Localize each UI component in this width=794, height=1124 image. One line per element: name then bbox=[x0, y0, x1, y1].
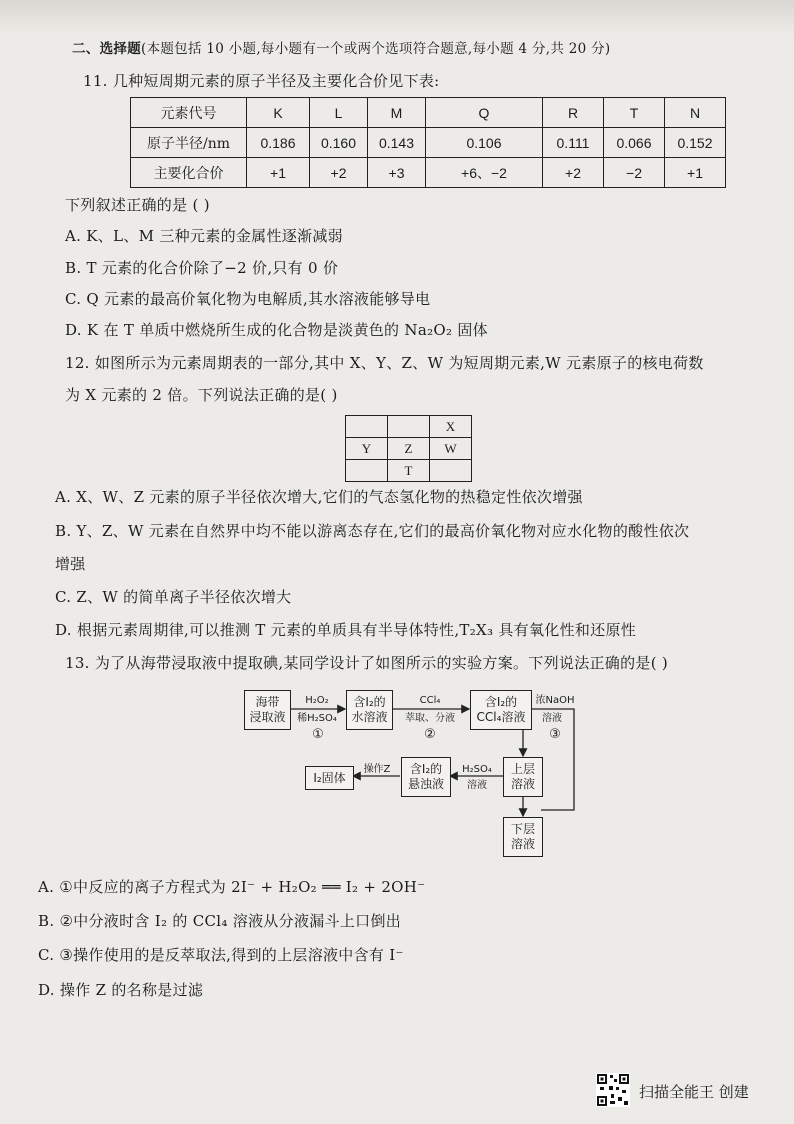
q11-option-a: A. K、L、M 三种元素的金属性逐渐减弱 bbox=[65, 227, 343, 245]
flow-box-iodine-ccl4: 含I₂的 CCl₄溶液 bbox=[470, 690, 532, 730]
q12-stem-line1: 12. 如图所示为元素周期表的一部分,其中 X、Y、Z、W 为短周期元素,W 元素原子的核电荷数 bbox=[65, 354, 704, 372]
table-cell: K bbox=[247, 98, 310, 128]
table-cell: 0.111 bbox=[543, 128, 604, 158]
q11-option-b: B. T 元素的化合价除了−2 价,只有 0 价 bbox=[65, 259, 339, 277]
label-h2o2: H₂O₂ bbox=[305, 695, 329, 706]
table-cell: +6、−2 bbox=[426, 158, 543, 188]
grid-cell: T bbox=[388, 460, 430, 482]
table-cell: Q bbox=[426, 98, 543, 128]
q12-option-a: A. X、W、Z 元素的原子半径依次增大,它们的气态氢化物的热稳定性依次增强 bbox=[55, 488, 583, 506]
flow-box-iodine-solid: I₂固体 bbox=[305, 766, 354, 790]
grid-cell: Z bbox=[388, 438, 430, 460]
grid-cell: Y bbox=[346, 438, 388, 460]
label-solution: 溶液 bbox=[542, 713, 562, 724]
table-cell: +1 bbox=[665, 158, 726, 188]
flow-box-lower-layer: 下层 溶液 bbox=[503, 817, 543, 857]
q12-option-c: C. Z、W 的简单离子半径依次增大 bbox=[55, 588, 292, 606]
label-extract-separate: 萃取、分液 bbox=[405, 713, 455, 724]
table-cell: 0.186 bbox=[247, 128, 310, 158]
table-cell: 0.160 bbox=[310, 128, 368, 158]
q11-prompt: 下列叙述正确的是 ( ) bbox=[65, 196, 210, 214]
table-cell: −2 bbox=[604, 158, 665, 188]
table-cell: +3 bbox=[368, 158, 426, 188]
q12-stem-line2: 为 X 元素的 2 倍。下列说法正确的是( ) bbox=[65, 386, 338, 404]
label-h2so4: H₂SO₄ bbox=[462, 764, 492, 775]
q13-stem: 13. 为了从海带浸取液中提取碘,某同学设计了如图所示的实验方案。下列说法正确的是( ) bbox=[65, 654, 669, 672]
table-cell: L bbox=[310, 98, 368, 128]
grid-cell: X bbox=[430, 416, 472, 438]
table-cell: 元素代号 bbox=[131, 98, 247, 128]
table-cell: +2 bbox=[310, 158, 368, 188]
flow-box-upper-layer: 上层 溶液 bbox=[503, 757, 543, 797]
table-cell: R bbox=[543, 98, 604, 128]
q11-option-c: C. Q 元素的最高价氧化物为电解质,其水溶液能够导电 bbox=[65, 290, 431, 308]
table-cell: T bbox=[604, 98, 665, 128]
label-dilute-h2so4: 稀H₂SO₄ bbox=[297, 713, 337, 724]
label-acid-solution: 溶液 bbox=[467, 780, 487, 791]
q13-option-d: D. 操作 Z 的名称是过滤 bbox=[38, 981, 204, 999]
flow-box-iodine-suspension: 含I₂的 悬浊液 bbox=[401, 757, 451, 797]
q13-option-a: A. ①中反应的离子方程式为 2I⁻ + H₂O₂ ══ I₂ + 2OH⁻ bbox=[38, 878, 426, 896]
label-conc-naoh: 浓NaOH bbox=[535, 695, 575, 706]
section-subtitle: (本题包括 10 小题,每小题有一个或两个选项符合题意,每小题 4 分,共 20 分) bbox=[141, 41, 611, 57]
table-cell: +2 bbox=[543, 158, 604, 188]
label-ccl4: CCl₄ bbox=[419, 695, 441, 706]
grid-cell: W bbox=[430, 438, 472, 460]
table-cell: +1 bbox=[247, 158, 310, 188]
label-operation-z: 操作Z bbox=[363, 764, 391, 775]
label-step3-num: ③ bbox=[549, 727, 561, 742]
section-title: 二、选择题 bbox=[72, 41, 141, 57]
table-cell: M bbox=[368, 98, 426, 128]
table-cell: 0.066 bbox=[604, 128, 665, 158]
q12-option-b: B. Y、Z、W 元素在自然界中均不能以游离态存在,它们的最高价氧化物对应水化物的酸性依次 bbox=[55, 522, 690, 540]
flow-box-iodine-aqueous: 含I₂的 水溶液 bbox=[346, 690, 393, 730]
q12-option-b-cont: 增强 bbox=[55, 555, 86, 573]
table-cell: 0.106 bbox=[426, 128, 543, 158]
table-cell: 0.143 bbox=[368, 128, 426, 158]
q11-stem: 11. 几种短周期元素的原子半径及主要化合价见下表: bbox=[83, 72, 440, 90]
label-step1-num: ① bbox=[312, 727, 324, 742]
table-cell: 主要化合价 bbox=[131, 158, 247, 188]
flow-box-kelp-extract: 海带 浸取液 bbox=[244, 690, 291, 730]
q11-option-d: D. K 在 T 单质中燃烧所生成的化合物是淡黄色的 Na₂O₂ 固体 bbox=[65, 321, 488, 339]
label-step2-num: ② bbox=[424, 727, 436, 742]
q13-option-b: B. ②中分液时含 I₂ 的 CCl₄ 溶液从分液漏斗上口倒出 bbox=[38, 912, 402, 930]
table-cell: 原子半径/nm bbox=[131, 128, 247, 158]
q13-option-c: C. ③操作使用的是反萃取法,得到的上层溶液中含有 I⁻ bbox=[38, 946, 404, 964]
table-cell: N bbox=[665, 98, 726, 128]
footer-watermark: 扫描全能王 创建 bbox=[639, 1083, 749, 1101]
table-cell: 0.152 bbox=[665, 128, 726, 158]
qr-code-icon bbox=[596, 1073, 630, 1107]
q12-option-d: D. 根据元素周期律,可以推测 T 元素的单质具有半导体特性,T₂X₃ 具有氧化性和还原性 bbox=[55, 621, 637, 639]
